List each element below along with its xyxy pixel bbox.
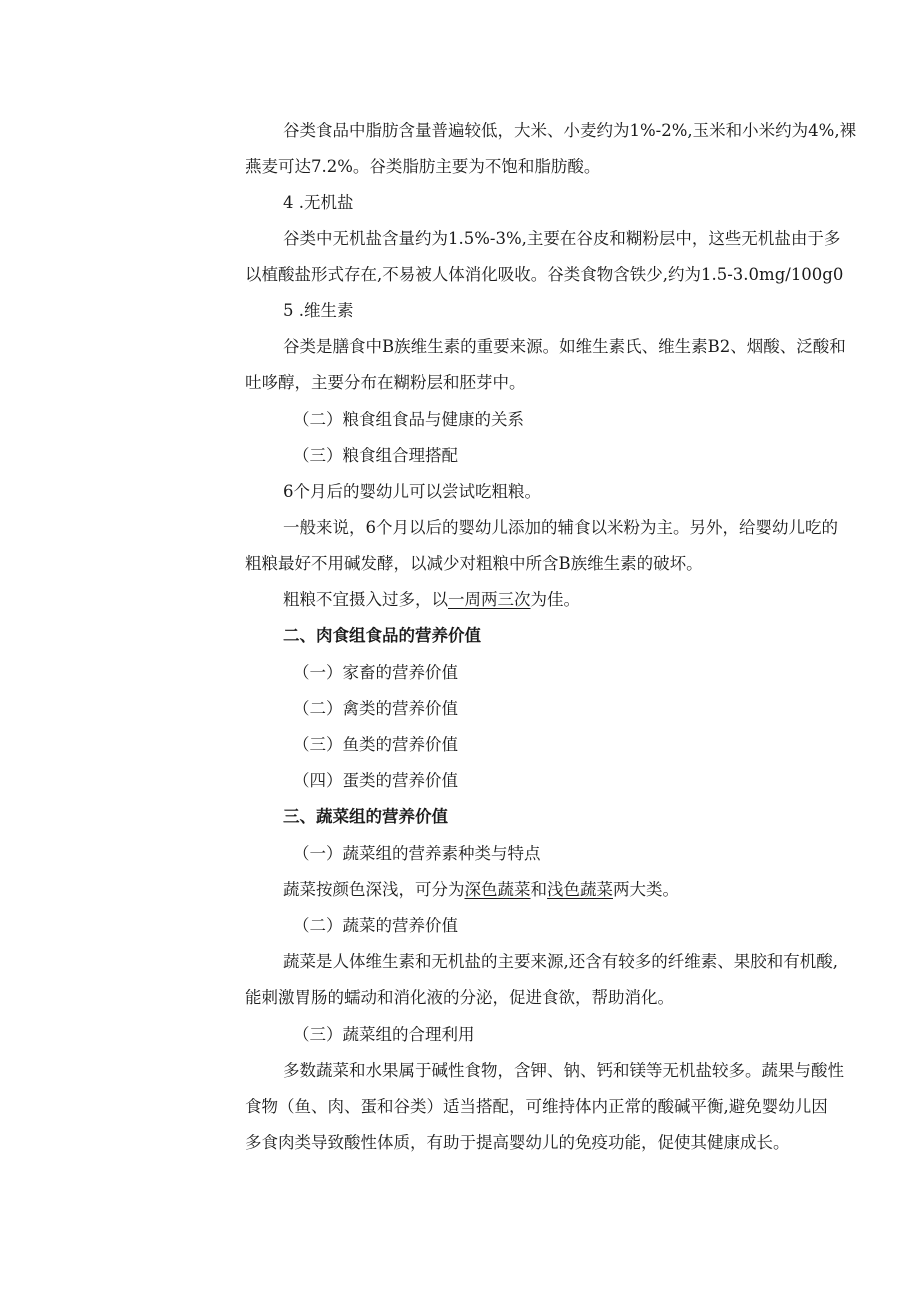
text-segment: 和 bbox=[530, 880, 547, 899]
chapter-heading: 二、肉食组食品的营养价值 bbox=[283, 626, 481, 645]
paragraph-line: 谷类食品中脂肪含量普遍较低，大米、小麦约为1%-2%,玉米和小米约为4%,裸 bbox=[283, 121, 857, 140]
paragraph-line bbox=[283, 882, 679, 899]
subsection-heading: （二）粮食组食品与健康的关系 bbox=[293, 410, 524, 429]
paragraph-line: 多食肉类导致酸性体质，有助于提高婴幼儿的免疫功能，促使其健康成长。 bbox=[245, 1133, 790, 1152]
subsection-heading: （三）蔬菜组的合理利用 bbox=[293, 1025, 475, 1044]
underlined-text: 一周两三次 bbox=[448, 590, 531, 609]
paragraph-line: 蔬菜是人体维生素和无机盐的主要来源,还含有较多的纤维素、果胶和有机酸, bbox=[283, 952, 838, 971]
paragraph-line: 谷类是膳食中B族维生素的重要来源。如维生素氏、维生素B2、烟酸、泛酸和 bbox=[283, 337, 846, 356]
text-segment: 为佳。 bbox=[530, 590, 580, 609]
paragraph-line: 能刺激胃肠的蠕动和消化液的分泌，促进食欲，帮助消化。 bbox=[245, 988, 674, 1007]
paragraph-line: 燕麦可达7.2%。谷类脂肪主要为不饱和脂肪酸。 bbox=[245, 157, 601, 176]
subsection-heading: （一）家畜的营养价值 bbox=[293, 663, 458, 682]
paragraph-line: 食物（鱼、肉、蛋和谷类）适当搭配，可维持体内正常的酸碱平衡,避免婴幼儿因 bbox=[245, 1097, 828, 1116]
subsection-heading: （四）蛋类的营养价值 bbox=[293, 771, 458, 790]
underlined-text: 浅色蔬菜 bbox=[547, 880, 613, 899]
underlined-text: 深色蔬菜 bbox=[464, 880, 531, 899]
text-segment: 粗粮不宜摄入过多，以 bbox=[283, 590, 448, 609]
paragraph-line: 吐哆醇，主要分布在糊粉层和胚芽中。 bbox=[245, 373, 526, 392]
paragraph-line: 谷类中无机盐含量约为1.5%-3%,主要在谷皮和糊粉层中，这些无机盐由于多 bbox=[283, 229, 841, 248]
paragraph-line bbox=[283, 592, 580, 609]
paragraph-line: 一般来说，6个月以后的婴幼儿添加的辅食以米粉为主。另外，给婴幼儿吃的 bbox=[283, 518, 838, 537]
section-heading: 5 .维生素 bbox=[283, 301, 354, 320]
subsection-heading: （三）粮食组合理搭配 bbox=[293, 446, 458, 465]
subsection-heading: （三）鱼类的营养价值 bbox=[293, 735, 458, 754]
paragraph-line: 多数蔬菜和水果属于碱性食物，含钾、钠、钙和镁等无机盐较多。蔬果与酸性 bbox=[283, 1061, 844, 1080]
subsection-heading: （二）禽类的营养价值 bbox=[293, 699, 458, 718]
paragraph-line: 粗粮最好不用碱发酵，以减少对粗粮中所含B族维生素的破坏。 bbox=[245, 554, 703, 573]
section-heading: 4 .无机盐 bbox=[283, 193, 354, 212]
subsection-heading: （二）蔬菜的营养价值 bbox=[293, 916, 458, 935]
text-segment: 蔬菜按颜色深浅，可分为 bbox=[283, 880, 465, 899]
paragraph-line: 以植酸盐形式存在,不易被人体消化吸收。谷类食物含铁少,约为1.5-3.0mg/100g0 bbox=[245, 265, 844, 284]
paragraph-line: 6个月后的婴幼儿可以尝试吃粗粮。 bbox=[283, 482, 541, 501]
text-segment: 两大类。 bbox=[613, 880, 679, 899]
subsection-heading: （一）蔬菜组的营养素种类与特点 bbox=[293, 844, 541, 863]
chapter-heading: 三、蔬菜组的营养价值 bbox=[283, 807, 448, 826]
